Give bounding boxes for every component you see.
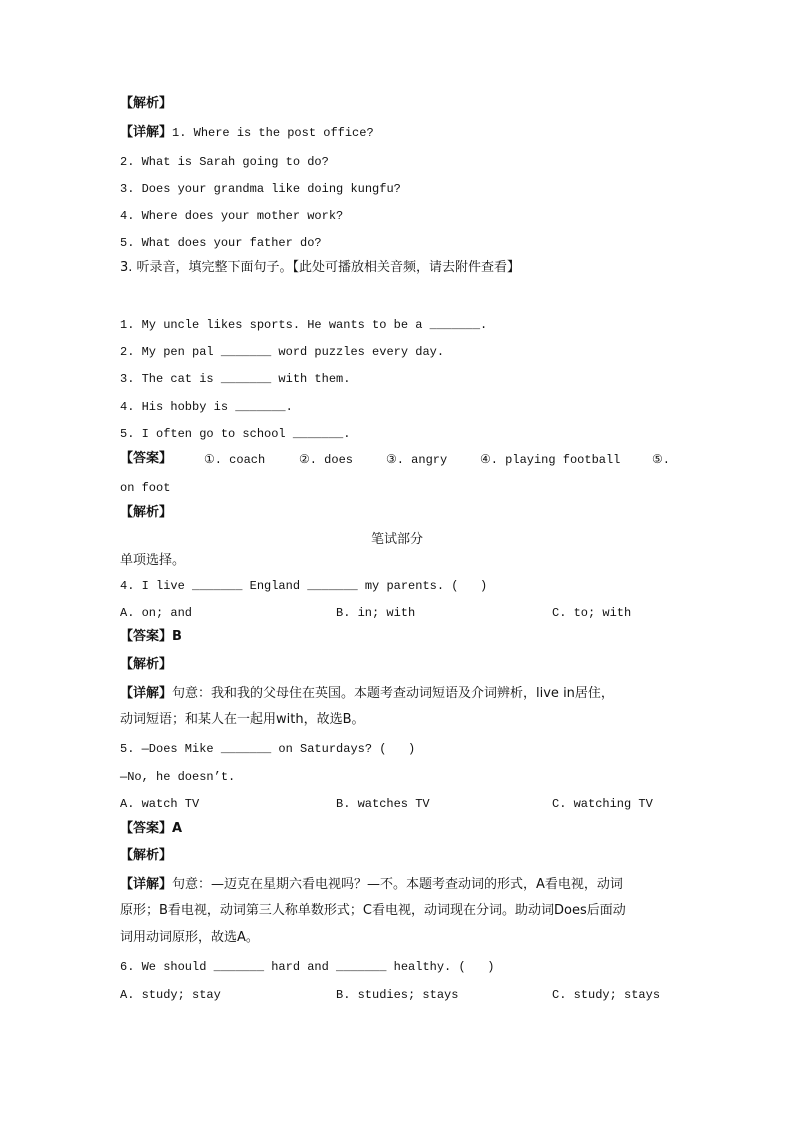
q3-answer-tag: 【答案】 xyxy=(120,451,173,466)
q3-answer-2: ②. does xyxy=(299,453,353,467)
q3-sentence-5: 5. I often go to school _______. xyxy=(120,427,351,441)
q3-answer-3: ③. angry xyxy=(386,453,448,467)
q4-detail-text-1: 句意：我和我的父母住在英国。本题考查动词短语及介词辨析，live in居住， xyxy=(172,686,614,701)
q2-line-1: 1. Where is the post office? xyxy=(172,126,374,140)
q4-stem: 4. I live _______ England _______ my parents. ( ) xyxy=(120,579,488,593)
q5-detail-line-3: 词用动词原形，故选A。 xyxy=(120,930,259,945)
q6-stem: 6. We should _______ hard and _______ healthy. ( ) xyxy=(120,960,495,974)
q2-line-3: 3. Does your grandma like doing kungfu? xyxy=(120,182,401,196)
q3-sentence-1: 1. My uncle likes sports. He wants to be a _______. xyxy=(120,318,488,332)
q2-line-2: 2. What is Sarah going to do? xyxy=(120,155,329,169)
q2-detail-line-1 xyxy=(120,124,374,141)
q5-detail-line-1 xyxy=(120,876,623,893)
q3-answer-wrap: on foot xyxy=(120,481,171,495)
q4-detail-line-2: 动词短语；和某人在一起用with，故选B。 xyxy=(120,712,365,727)
q3-answer-1: ①. coach xyxy=(204,453,266,467)
q6-option-a: A. study; stay xyxy=(120,988,221,1002)
q5-option-a: A. watch TV xyxy=(120,797,200,811)
q4-option-b: B. in; with xyxy=(336,606,416,620)
q6-option-b: B. studies; stays xyxy=(336,988,459,1002)
q4-detail-tag: 【详解】 xyxy=(120,686,173,701)
section-subtitle: 单项选择。 xyxy=(120,553,186,568)
q6-option-c: C. study; stays xyxy=(552,988,661,1002)
q5-detail-line-2: 原形；B看电视，动词第三人称单数形式；C看电视，动词现在分词。助动词Does后面动 xyxy=(120,903,626,918)
q3-answer-5: ⑤. xyxy=(652,453,670,467)
q5-reply: —No, he doesn’t. xyxy=(120,770,236,784)
q3-sentence-4: 4. His hobby is _______. xyxy=(120,400,293,414)
q5-detail-tag: 【详解】 xyxy=(120,877,173,892)
q5-option-c: C. watching TV xyxy=(552,797,653,811)
q4-answer: 【答案】B xyxy=(120,629,182,644)
q2-line-5: 5. What does your father do? xyxy=(120,236,322,250)
q3-analysis-tag: 【解析】 xyxy=(120,505,173,520)
q3-answer-4: ④. playing football xyxy=(480,453,621,467)
q2-line-4: 4. Where does your mother work? xyxy=(120,209,344,223)
section-title: 笔试部分 xyxy=(370,532,423,547)
q5-detail-text-1: 句意：—迈克在星期六看电视吗？—不。本题考查动词的形式，A看电视，动词 xyxy=(172,877,623,892)
q5-answer: 【答案】A xyxy=(120,821,183,836)
q3-sentence-3: 3. The cat is _______ with them. xyxy=(120,372,351,386)
q5-stem: 5. —Does Mike _______ on Saturdays? ( ) xyxy=(120,742,416,756)
q3-sentence-2: 2. My pen pal _______ word puzzles every day. xyxy=(120,345,445,359)
q5-analysis-tag: 【解析】 xyxy=(120,848,173,863)
q5-option-b: B. watches TV xyxy=(336,797,430,811)
q2-detail-tag: 【详解】 xyxy=(120,125,173,140)
q4-option-a: A. on; and xyxy=(120,606,193,620)
q3-instruction: 3. 听录音，填完整下面句子。【此处可播放相关音频，请去附件查看】 xyxy=(120,260,521,275)
q4-detail-line-1 xyxy=(120,685,614,702)
q4-analysis-tag: 【解析】 xyxy=(120,657,173,672)
q4-option-c: C. to; with xyxy=(552,606,632,620)
q2-analysis-tag: 【解析】 xyxy=(120,96,173,111)
